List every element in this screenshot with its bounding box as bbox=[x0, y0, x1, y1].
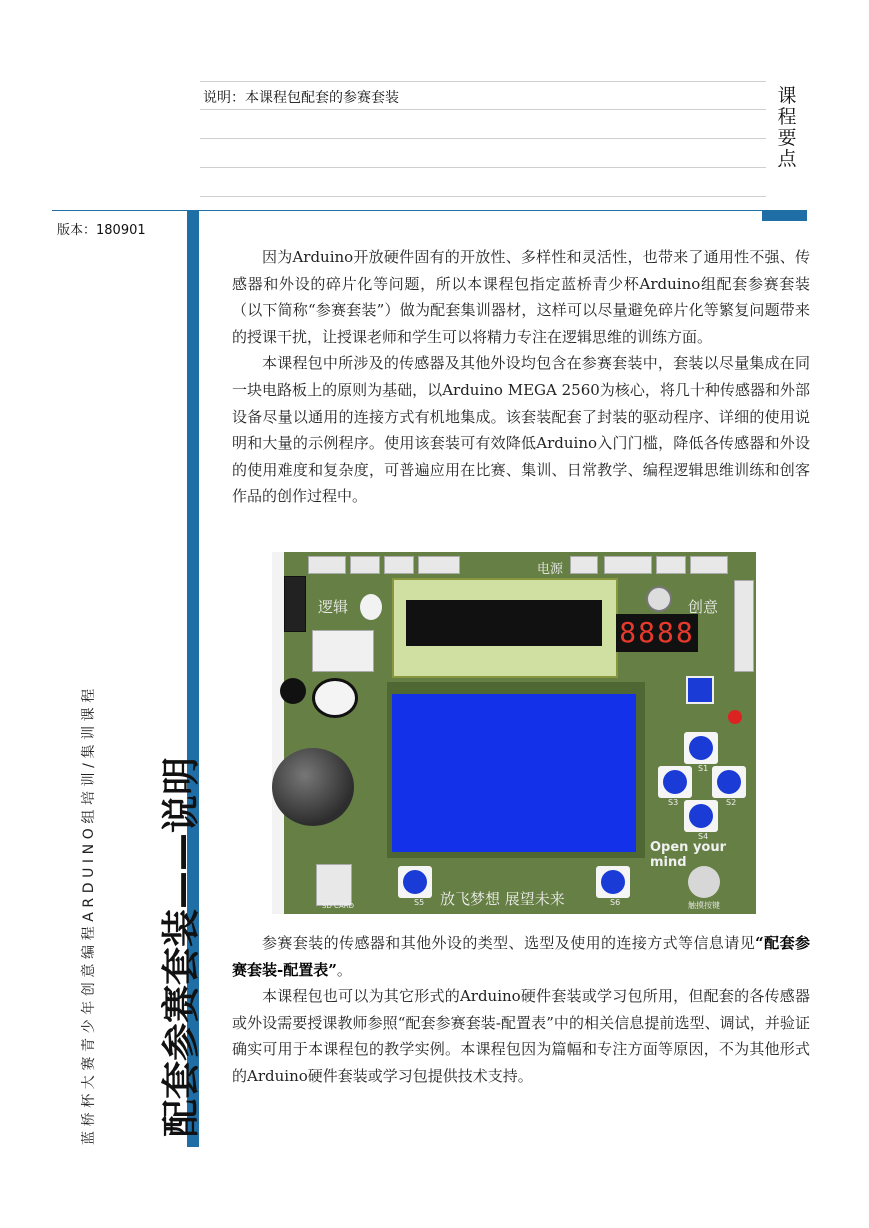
label-logic: 逻辑 bbox=[318, 598, 349, 616]
paragraph-3 bbox=[232, 930, 810, 983]
pir-sensor bbox=[646, 586, 672, 612]
paragraph-2: 本课程包中所涉及的传感器及其他外设均包含在参赛套装中，套装以尽量集成在同一块电路板上的原则为基础，以Arduino MEGA 2560为核心，将几十种传感器和外部设备尽量以通用的连接方式有机地集成。该套装配套了封装的驱动程序、详细的使用说明和大量的示例程序。使用该套装可有效降低Arduino入门门槛，降低各传感器和外设的使用难度和复杂度，可普遍应用在比赛、集训、日常教学、编程逻辑思维训练和创客作品的创作过程中。 bbox=[232, 354, 810, 506]
connector bbox=[570, 556, 598, 574]
paragraph-4: 本课程包也可以为其它形式的Arduino硬件套装或学习包所用，但配套的各传感器或外设需要授课教师参照“配套参赛套装-配置表”中的相关信息提前选型、调试，并验证确实可用于本课程包的教学实例。本课程包因为篇幅和专注方面等原因，不为其他形式的Arduino硬件套装或学习包提供技术支持。 bbox=[232, 987, 810, 1085]
paragraph-1: 因为Arduino开放硬件固有的开放性、多样性和灵活性，也带来了通用性不强、传感器和外设的碎片化等问题，所以本课程包指定蓝桥青少杯Arduino组配套参赛套装（以下简称“参赛套装”）做为配套集训器材，这样可以尽量避免碎片化等繁复问题带来的授课干扰，让授课老师和学生可以将精力专注在逻辑思维的训练方面。 bbox=[232, 248, 810, 346]
sd-slot bbox=[316, 864, 352, 906]
label-creative: 创意 bbox=[688, 598, 719, 616]
lcd-screen bbox=[406, 600, 602, 646]
connector bbox=[350, 556, 380, 574]
tft-screen bbox=[392, 694, 636, 852]
connector bbox=[734, 580, 754, 672]
led-bulb bbox=[360, 594, 382, 620]
header-rule bbox=[52, 210, 764, 211]
board-edge bbox=[272, 552, 284, 914]
label-motto: Open your mind bbox=[650, 840, 727, 870]
button-s5 bbox=[398, 866, 432, 898]
accent-tab bbox=[762, 210, 807, 221]
label-s6: S6 bbox=[610, 898, 621, 907]
pin-header bbox=[284, 576, 306, 632]
paragraph-3-text: 参赛套装的传感器和其他外设的类型、选型及使用的连接方式等信息请见 bbox=[262, 934, 756, 952]
button-s3 bbox=[658, 766, 692, 798]
kit-board-photo bbox=[272, 552, 756, 914]
buzzer-active bbox=[280, 678, 306, 704]
connector bbox=[384, 556, 414, 574]
buzzer-passive bbox=[312, 678, 358, 718]
button-s4 bbox=[684, 800, 718, 832]
label-s5: S5 bbox=[414, 898, 425, 907]
header-note: 说明：本课程包配套的参赛套装 bbox=[203, 90, 399, 106]
header-line-2 bbox=[200, 109, 766, 110]
label-s2: S2 bbox=[726, 798, 737, 807]
label-s3: S3 bbox=[668, 798, 679, 807]
course-series-label: 蓝桥杯大赛青少年创意编程ARDUINO组培训/集训课程 bbox=[81, 684, 97, 1145]
ir-led bbox=[728, 710, 742, 724]
intro-section bbox=[232, 244, 810, 510]
lcd-1602-module bbox=[392, 578, 618, 678]
details-section bbox=[232, 930, 810, 1090]
header-line-3 bbox=[200, 138, 766, 139]
connector bbox=[604, 556, 652, 574]
joystick bbox=[272, 748, 354, 826]
label-touch: 触摸按键 bbox=[688, 901, 720, 910]
label-s4: S4 bbox=[698, 832, 709, 841]
version-label: 版本：180901 bbox=[57, 223, 146, 238]
header-line-4 bbox=[200, 167, 766, 168]
connector bbox=[418, 556, 460, 574]
button-s2 bbox=[712, 766, 746, 798]
touch-key bbox=[688, 866, 720, 898]
page-title: 配套参赛套装——说明 bbox=[159, 756, 203, 1137]
connector bbox=[308, 556, 346, 574]
side-title: 课程要点 bbox=[777, 85, 797, 170]
potentiometer bbox=[686, 676, 714, 704]
label-sd: SD CARD bbox=[322, 902, 354, 910]
config-table-reference: “配套参赛套装-配置表” bbox=[232, 934, 810, 979]
paragraph-3-end: 。 bbox=[336, 960, 352, 979]
header-line-5 bbox=[200, 196, 766, 197]
dot-matrix bbox=[312, 630, 374, 672]
connector bbox=[656, 556, 686, 574]
connector bbox=[690, 556, 728, 574]
seven-segment-display: 8888 bbox=[616, 614, 698, 652]
button-s1 bbox=[684, 732, 718, 764]
label-power: 电源 bbox=[537, 562, 564, 577]
header-line-1 bbox=[200, 81, 766, 82]
button-s6 bbox=[596, 866, 630, 898]
label-s1: S1 bbox=[698, 764, 709, 773]
label-slogan: 放飞梦想 展望未来 bbox=[440, 890, 565, 908]
